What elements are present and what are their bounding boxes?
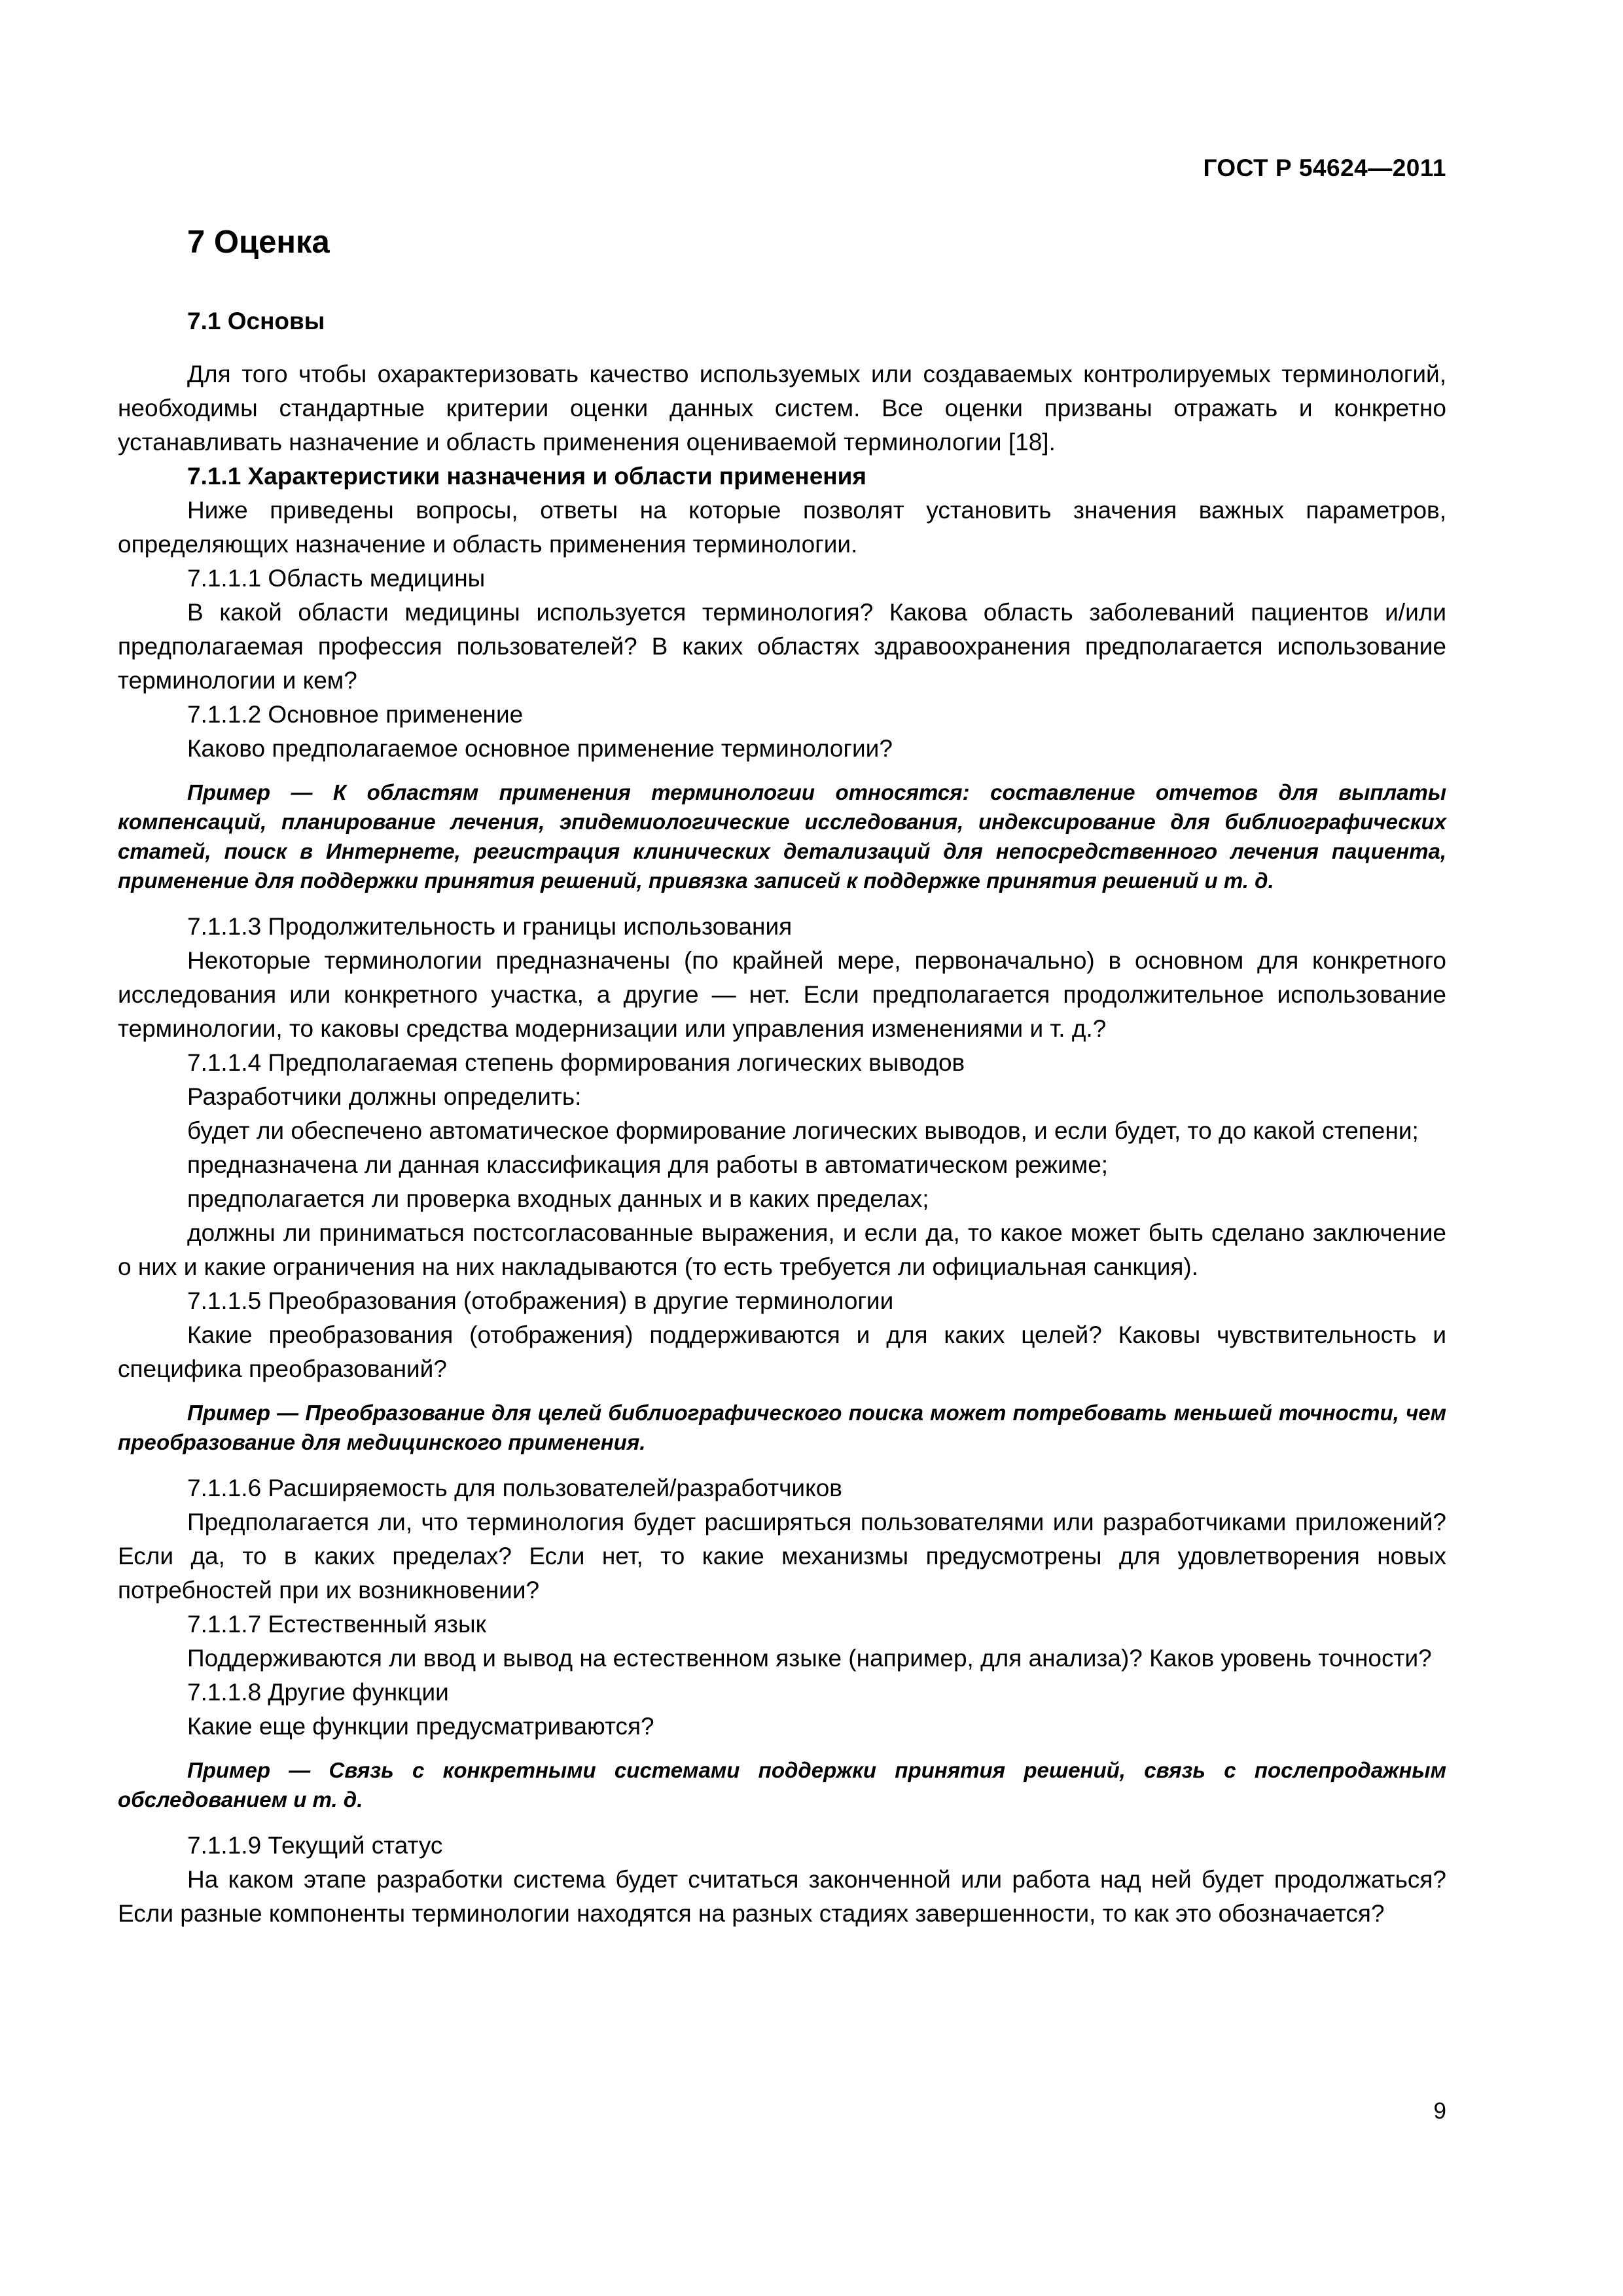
paragraph-7-1-1-8: Какие еще функции предусматриваются? xyxy=(187,1713,654,1740)
paragraph-7-1-1-3: Некоторые терминологии предназначены (по крайней мере, первоначально) в основном для конкретного исследования или конкретного участка, а другие — нет. Если предполагается продолжительное использование терминологии, то каковы средства модернизации или управления изменениями и т. д.? xyxy=(118,947,1446,1042)
paragraph-7-1-1-4-d: предполагается ли проверка входных данных и в каких пределах; xyxy=(187,1185,929,1212)
subsection-title: 7.1 Основы xyxy=(187,308,325,334)
paragraph-7-1-1-6: Предполагается ли, что терминология будет расширяться пользователями или разработчиками приложений? Если да, то в каких пределах? Если нет, то какие механизмы предусмотрены для удовлетворения новых потребностей при их возникновении? xyxy=(118,1509,1446,1604)
paragraph-7-1-1-4-c: предназначена ли данная классификация для работы в автоматическом режиме; xyxy=(187,1151,1109,1178)
heading-7-1-1-8: 7.1.1.8 Другие функции xyxy=(187,1679,449,1706)
heading-7-1-1-1: 7.1.1.1 Область медицины xyxy=(187,565,486,592)
example-note: Пример — Преобразование для целей библиографического поиска может потребовать меньшей точности, чем преобразование для медицинского применения. xyxy=(118,1401,1446,1454)
document-body xyxy=(118,223,1446,1931)
example-note: Пример — Связь с конкретными системами поддержки принятия решений, связь с послепродажным обследованием и т. д. xyxy=(118,1758,1446,1812)
heading-7-1-1-9: 7.1.1.9 Текущий статус xyxy=(187,1832,443,1859)
paragraph-7-1-1-1: В какой области медицины используется терминология? Какова область заболеваний пациентов и/или предполагаемая профессия пользователей? В каких областях здравоохранения предполагается использование терминологии и кем? xyxy=(118,599,1446,694)
document-page xyxy=(118,0,1446,2296)
paragraph-7-1-1-4-e: должны ли приниматься постсогласованные выражения, и если да, то какое может быть сделано заключение о них и какие ограничения на них накладываются (то есть требуется ли официальная санкция). xyxy=(118,1219,1446,1280)
heading-7-1-1-5: 7.1.1.5 Преобразования (отображения) в другие терминологии xyxy=(187,1287,894,1314)
paragraph-7-1-1-4-b: будет ли обеспечено автоматическое формирование логических выводов, и если будет, то до какой степени; xyxy=(187,1117,1419,1144)
heading-7-1-1-7: 7.1.1.7 Естественный язык xyxy=(187,1611,486,1638)
heading-7-1-1-2: 7.1.1.2 Основное применение xyxy=(187,701,524,728)
document-code: ГОСТ Р 54624—2011 xyxy=(1203,154,1446,181)
intro-paragraph: Для того чтобы охарактеризовать качество используемых или создаваемых контролируемых терминологий, необходимы стандартные критерии оценки данных систем. Все оценки призваны отражать и конкретно устанавливать назначение и область применения оцениваемой терминологии [18]. xyxy=(118,361,1446,456)
heading-7-1-1: 7.1.1 Характеристики назначения и области применения xyxy=(187,463,866,490)
heading-7-1-1-4: 7.1.1.4 Предполагаемая степень формирования логических выводов xyxy=(187,1049,965,1076)
heading-7-1-1-6: 7.1.1.6 Расширяемость для пользователей/разработчиков xyxy=(187,1475,842,1501)
paragraph-7-1-1-2: Каково предполагаемое основное применение терминологии? xyxy=(187,735,893,762)
paragraph-7-1-1-4-a: Разработчики должны определить: xyxy=(187,1083,582,1110)
paragraph-7-1-1-9: На каком этапе разработки система будет считаться законченной или работа над ней будет продолжаться? Если разные компоненты терминологии находятся на разных стадиях завершенности, то как это обозначается? xyxy=(118,1866,1446,1927)
paragraph-7-1-1-5: Какие преобразования (отображения) поддерживаются и для каких целей? Каковы чувствительность и специфика преобразований? xyxy=(118,1321,1446,1382)
paragraph-7-1-1-7: Поддерживаются ли ввод и вывод на естественном языке (например, для анализа)? Каков уровень точности? xyxy=(187,1645,1432,1672)
section-title: 7 Оценка xyxy=(187,224,330,260)
paragraph-7-1-1: Ниже приведены вопросы, ответы на которые позволят установить значения важных параметров, определяющих назначение и область применения терминологии. xyxy=(118,497,1446,558)
page-number: 9 xyxy=(1433,2098,1446,2124)
heading-7-1-1-3: 7.1.1.3 Продолжительность и границы использования xyxy=(187,913,793,940)
example-note: Пример — К областям применения терминологии относятся: составление отчетов для выплаты компенсаций, планирование лечения, эпидемиологические исследования, индексирование для библиографических статей, поиск в Интернете, регистрация клинических детализаций для непосредственного лечения пациента, применение для поддержки принятия решений, привязка записей к поддержке принятия решений и т. д. xyxy=(118,780,1446,893)
